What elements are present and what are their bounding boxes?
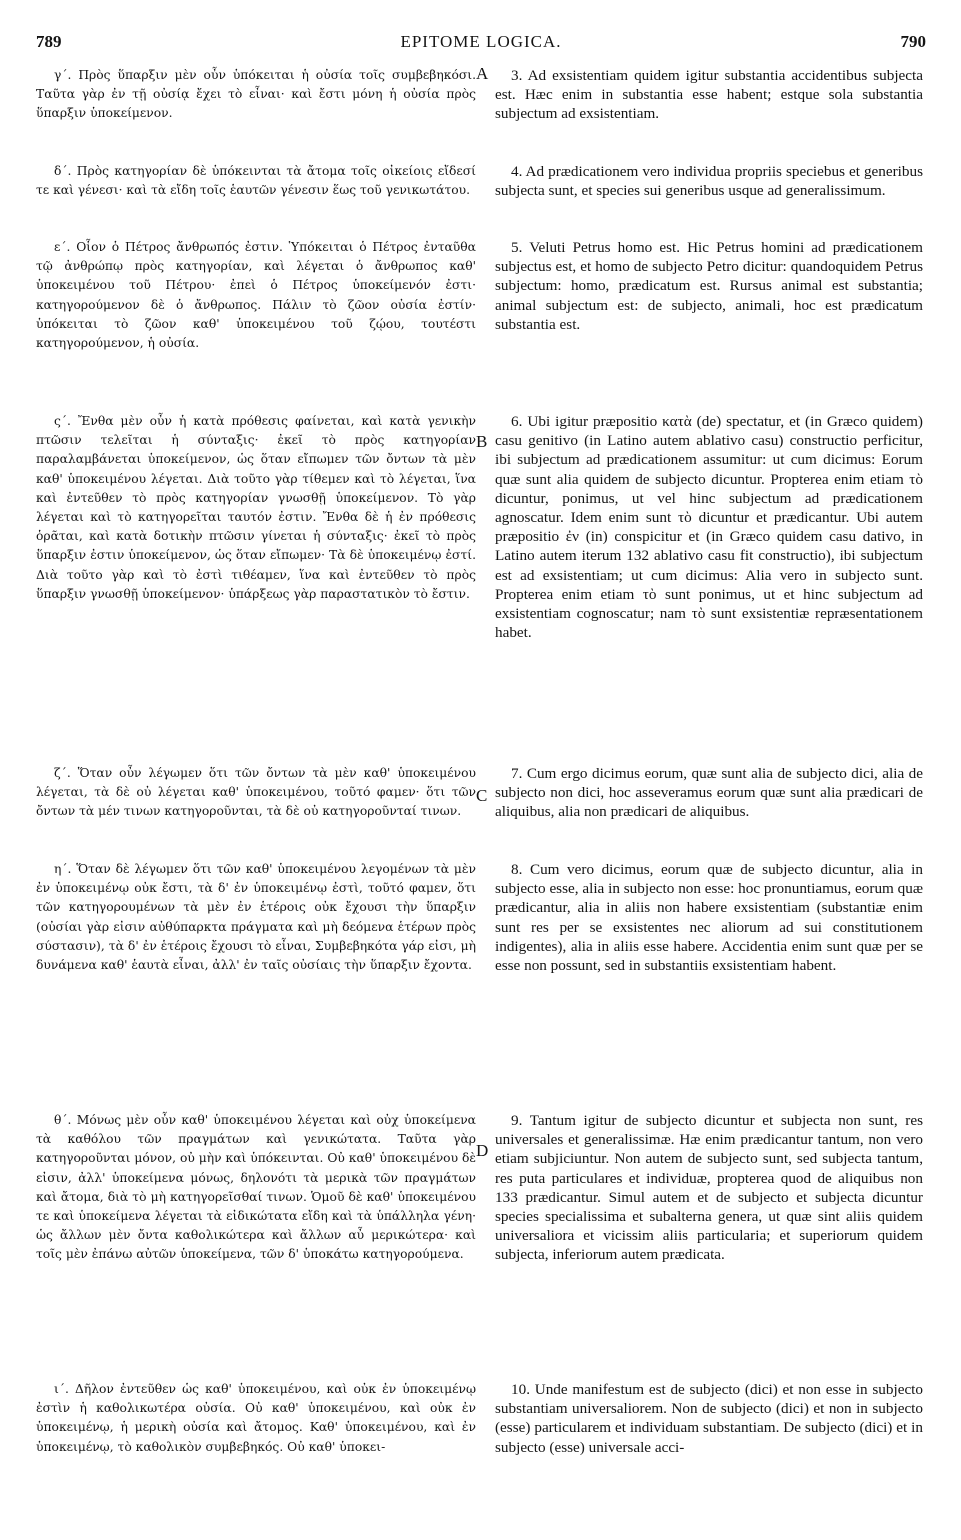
latin-paragraph-6: 6. Ubi igitur præpositio κατὰ (de) spectatur, et (in Græco quidem) casu genitivo (in Latino autem ablativo casu) constructio perficitur, ibi subjectum ad prædicationem assumitur: ut cum dicimus: Eorum quæ sunt alia quidem de subjecto dicuntur. Propterea enim etiam τὸ dicuntur, ponimus, ut vel hinc subjectum ad prædicationem agnoscatur. Idem enim sunt τὸ dicuntur et prædicantur. Ubi autem præpositio ἐν (in) conspicitur et (in Græco quidem casu dativo, in Latino autem iterum 132 ablativo casu fit constructio), ibi subjectum est ad exsistentiam; ut cum dicimus: Alia vero in subjecto sunt. Propterea enim etiam τὸ sunt ponimus, ut et hinc subjectum ad exsistentiam cognoscatur; nam τὸ sunt exsistentiæ repræsentationem habet.: [495, 413, 923, 642]
latin-paragraph-9: 9. Tantum igitur de subjecto dicuntur et subjecta non sunt, res universales et generalissimæ. Hæ enim prædicantur tantum, non vero etiam subjiciuntur. Non autem de subjecto sunt, sed subjecta tantum, res puta particulares et individuæ, propterea quod de aliquibus non 133 prædicantur. Simul autem et de subjecto et subjecta dicuntur species specialissima et subalterna genera, ut quæ sint aliis quidem universaliora et vicissim aliis particularia; et superiorum quidem subjecta, inferiorum autem prædicata.: [495, 1112, 923, 1264]
greek-paragraph-3: γ΄. Πρὸς ὕπαρξιν μὲν οὖν ὑπόκειται ἡ οὐσία τοῖς συμβεβηκόσι. Ταῦτα γὰρ ἐν τῇ οὐσίᾳ ἔχει τὸ εἶναι· καὶ ἔστι μόνη ἡ οὐσία πρὸς ὕπαρξιν ὑποκείμενον.: [36, 68, 476, 121]
latin-paragraph-7: 7. Cum ergo dicimus eorum, quæ sunt alia de subjecto dici, alia de subjecto non dici, hoc asseveramus eorum quæ sunt alia prædicari de aliquibus, alia non prædicari de aliquibus.: [495, 765, 923, 821]
greek-paragraph-10: ι΄. Δῆλον ἐντεῦθεν ὡς καθ' ὑποκειμένου, καὶ οὐκ ἐν ὑποκειμένῳ ἐστὶν ἡ καθολικωτέρα οὐσία. Οὐ καθ' ὑποκειμένου, καὶ οὐκ ἐν ὑποκειμένῳ, ἡ μερικὴ οὐσία καὶ ἄτομος. Καθ' ὑποκειμένου, καὶ ἐν ὑποκειμένῳ, τὸ καθολικὸν συμβεβηκός. Οὐ καθ' ὑποκει-: [36, 1382, 476, 1454]
margin-marker-b: B: [476, 432, 488, 451]
latin-paragraph-10: 10. Unde manifestum est de subjecto (dici) et non esse in subjecto substantiam universaliorem. Non de subjecto (dici) et non in subjecto (esse) particularem et individuam substantiam. De subjecto (dici) et in subjecto (esse) universale acci-: [495, 1381, 923, 1456]
margin-marker-d: D: [476, 1141, 489, 1160]
latin-paragraph-8: 8. Cum vero dicimus, eorum quæ de subjecto dicuntur, alia in subjecto esse, alia in subjecto non esse: hoc pronuntiamus, eorum quæ prædicantur, alia in aliis non habere exsistentiam (substantiæ enim sunt res per se exsistentes nec aliorum ad sui constitutionem indigentes), alia in aliis esse habere. Accidentia enim sunt quæ per se esse non possunt, sed in substantiis exsistentiam habent.: [495, 861, 923, 975]
greek-paragraph-7: ζ΄. Ὅταν οὖν λέγωμεν ὅτι τῶν ὄντων τὰ μὲν καθ' ὑποκειμένου λέγεται, τὰ δὲ οὐ λέγεται καθ' ὑποκειμένου, τοῦτό φαμεν· ὅτι τῶν ὄντων τὰ μέν τινων κατηγοροῦνται, τὰ δὲ οὐ κατηγοροῦνταί τινων.: [36, 766, 476, 819]
running-title: EPITOME LOGICA.: [400, 32, 562, 51]
latin-paragraph-3: 3. Ad exsistentiam quidem igitur substantia accidentibus subjecta est. Hæc enim in substantia esse habent; estque sola substantia subjectum ad exsistentiam.: [495, 67, 923, 123]
margin-marker-c: C: [476, 786, 488, 805]
greek-paragraph-8: η΄. Ὅταν δὲ λέγωμεν ὅτι τῶν καθ' ὑποκειμένου λεγομένων τὰ μὲν ἐν ὑποκειμένῳ οὐκ ἔστι, τὰ δ' ἐν ὑποκειμένῳ ἐστὶ, τοῦτό φαμεν, ὅτι τῶν κατηγορουμένων τὰ μὲν ἐν ἑτέροις οὐκ ἔχουσι τὴν ὕπαρξιν (οὐσίαι γὰρ εἰσιν αὐθύπαρκτα πράγματα καὶ μὴ δεόμενα ἑτέρων πρὸς σύστασιν), τὰ δ' ἐν ἑτέροις ἔχουσι τὸ εἶναι, Συμβεβηκότα γάρ εἰσι, μὴ δυνάμενα καθ' ἑαυτὰ εἶναι, ἀλλ' ἐν ταῖς οὐσίαις τὴν ὕπαρξιν ἔχοντα.: [36, 862, 476, 973]
page-number-left: 789: [36, 32, 62, 51]
running-header: [36, 32, 926, 58]
page-number-right: 790: [900, 32, 926, 51]
latin-paragraph-4: 4. Ad prædicationem vero individua propriis speciebus et generibus subjecta sunt, et species sui generibus usque ad generalissimum.: [495, 163, 923, 200]
greek-paragraph-6: ς΄. Ἔνθα μὲν οὖν ἡ κατὰ πρόθεσις φαίνεται, καὶ κατὰ γενικὴν πτῶσιν τελεῖται ἡ σύνταξις· ἐκεῖ τὸ πρὸς κατηγορίαν παραλαμβάνεται ὑποκείμενον, ὡς ὅταν εἴπωμεν τῶν ὄντων τὰ μὲν καθ' ὑποκειμένου λέγεται. Διὰ τοῦτο γὰρ τίθεμεν καὶ τὸ λέγεται, ἵνα καὶ ἐντεῦθεν τὸ πρὸς κατηγορίαν γνωσθῇ ὑποκείμενον. Τὸ γὰρ λέγεται καὶ τὸ κατηγορεῖται ταυτόν ἐστιν. Ἔνθα δὲ ἡ ἐν πρόθεσις ὁρᾶται, καὶ κατὰ δοτικὴν πτῶσιν γίνεται ἡ σύνταξις· ἐκεῖ τὸ πρὸς ὕπαρξιν ἐστιν ὑποκείμενον, ὡς ὅταν εἴπωμεν· Τὰ δὲ ὑποκειμένῳ ἐστί. Διὰ τοῦτο γὰρ καὶ τὸ ἐστὶ τιθέαμεν, ἵνα καὶ ἐντεῦθεν τὸ πρὸς ὕπαρξιν γνωσθῇ ὑποκείμενον· ὑπάρξεως γὰρ παραστατικὸν τὸ ἔστιν.: [36, 414, 476, 601]
greek-paragraph-4: δ΄. Πρὸς κατηγορίαν δὲ ὑπόκεινται τὰ ἄτομα τοῖς οἰκείοις εἴδεσί τε καὶ γένεσι· καὶ τὰ εἴδη τοῖς ἑαυτῶν γένεσιν ἕως τοῦ γενικωτάτου.: [36, 164, 476, 198]
latin-paragraph-5: 5. Veluti Petrus homo est. Hic Petrus homini ad prædicationem subjectus est, et homo de subjecto Petro dicitur: quandoquidem Petrus subjectum: homo, prædicatum est. Rursus animal est substantia; animal subjectum est: de subjecto, animali, hoc est prædicatum substantia est.: [495, 239, 923, 333]
margin-marker-a: A: [476, 64, 489, 83]
greek-paragraph-5: ε΄. Οἷον ὁ Πέτρος ἄνθρωπός ἐστιν. Ὑπόκειται ὁ Πέτρος ἐνταῦθα τῷ ἀνθρώπῳ πρὸς κατηγορίαν, καὶ λέγεται ὁ ἄνθρωπος καθ' ὑποκειμένου τοῦ Πέτρου· ἐπεὶ ὁ Πέτρος ὑποκείμενόν ἐστι· κατηγορούμενον δὲ ὁ ἄνθρωπος. Πάλιν τὸ ζῶον οὐσία ἐστίν· ὑπόκειται τὸ ζῶον καθ' ὑποκειμένου τοῦ ζῴου, τουτέστι κατηγορούμενον, ἡ οὐσία.: [36, 240, 476, 351]
greek-paragraph-9: θ΄. Μόνως μὲν οὖν καθ' ὑποκειμένου λέγεται καὶ οὐχ ὑποκείμενα τὰ καθόλου τῶν πραγμάτων καὶ γενικώτατα. Ταῦτα γὰρ κατηγοροῦνται μόνον, οὐ μὴν καὶ ὑπόκεινται. Οὐ καθ' ὑποκειμένου δὲ εἰσιν, ἀλλ' ὑποκείμενα μόνως, δηλονότι τὰ μερικὰ τῶν πραγμάτων καὶ ἄτομα, διὰ τὸ μὴ κατηγορεῖσθαί τινων. Ὁμοῦ δὲ καθ' ὑποκειμένου τε καὶ ὑποκείμενα λέγεται τὰ εἰδικώτατα εἴδη καὶ τὰ ὑπάλληλα γένη· ὡς ἄλλων μὲν ὄντα καθολικώτερα καὶ ἄλλων αὖ μερικώτερα· καὶ τοῖς μὲν ἐπάνω αὐτῶν ὑποκείμενα, τῶν δ' ὑποκάτω κατηγορούμενα.: [36, 1113, 476, 1262]
